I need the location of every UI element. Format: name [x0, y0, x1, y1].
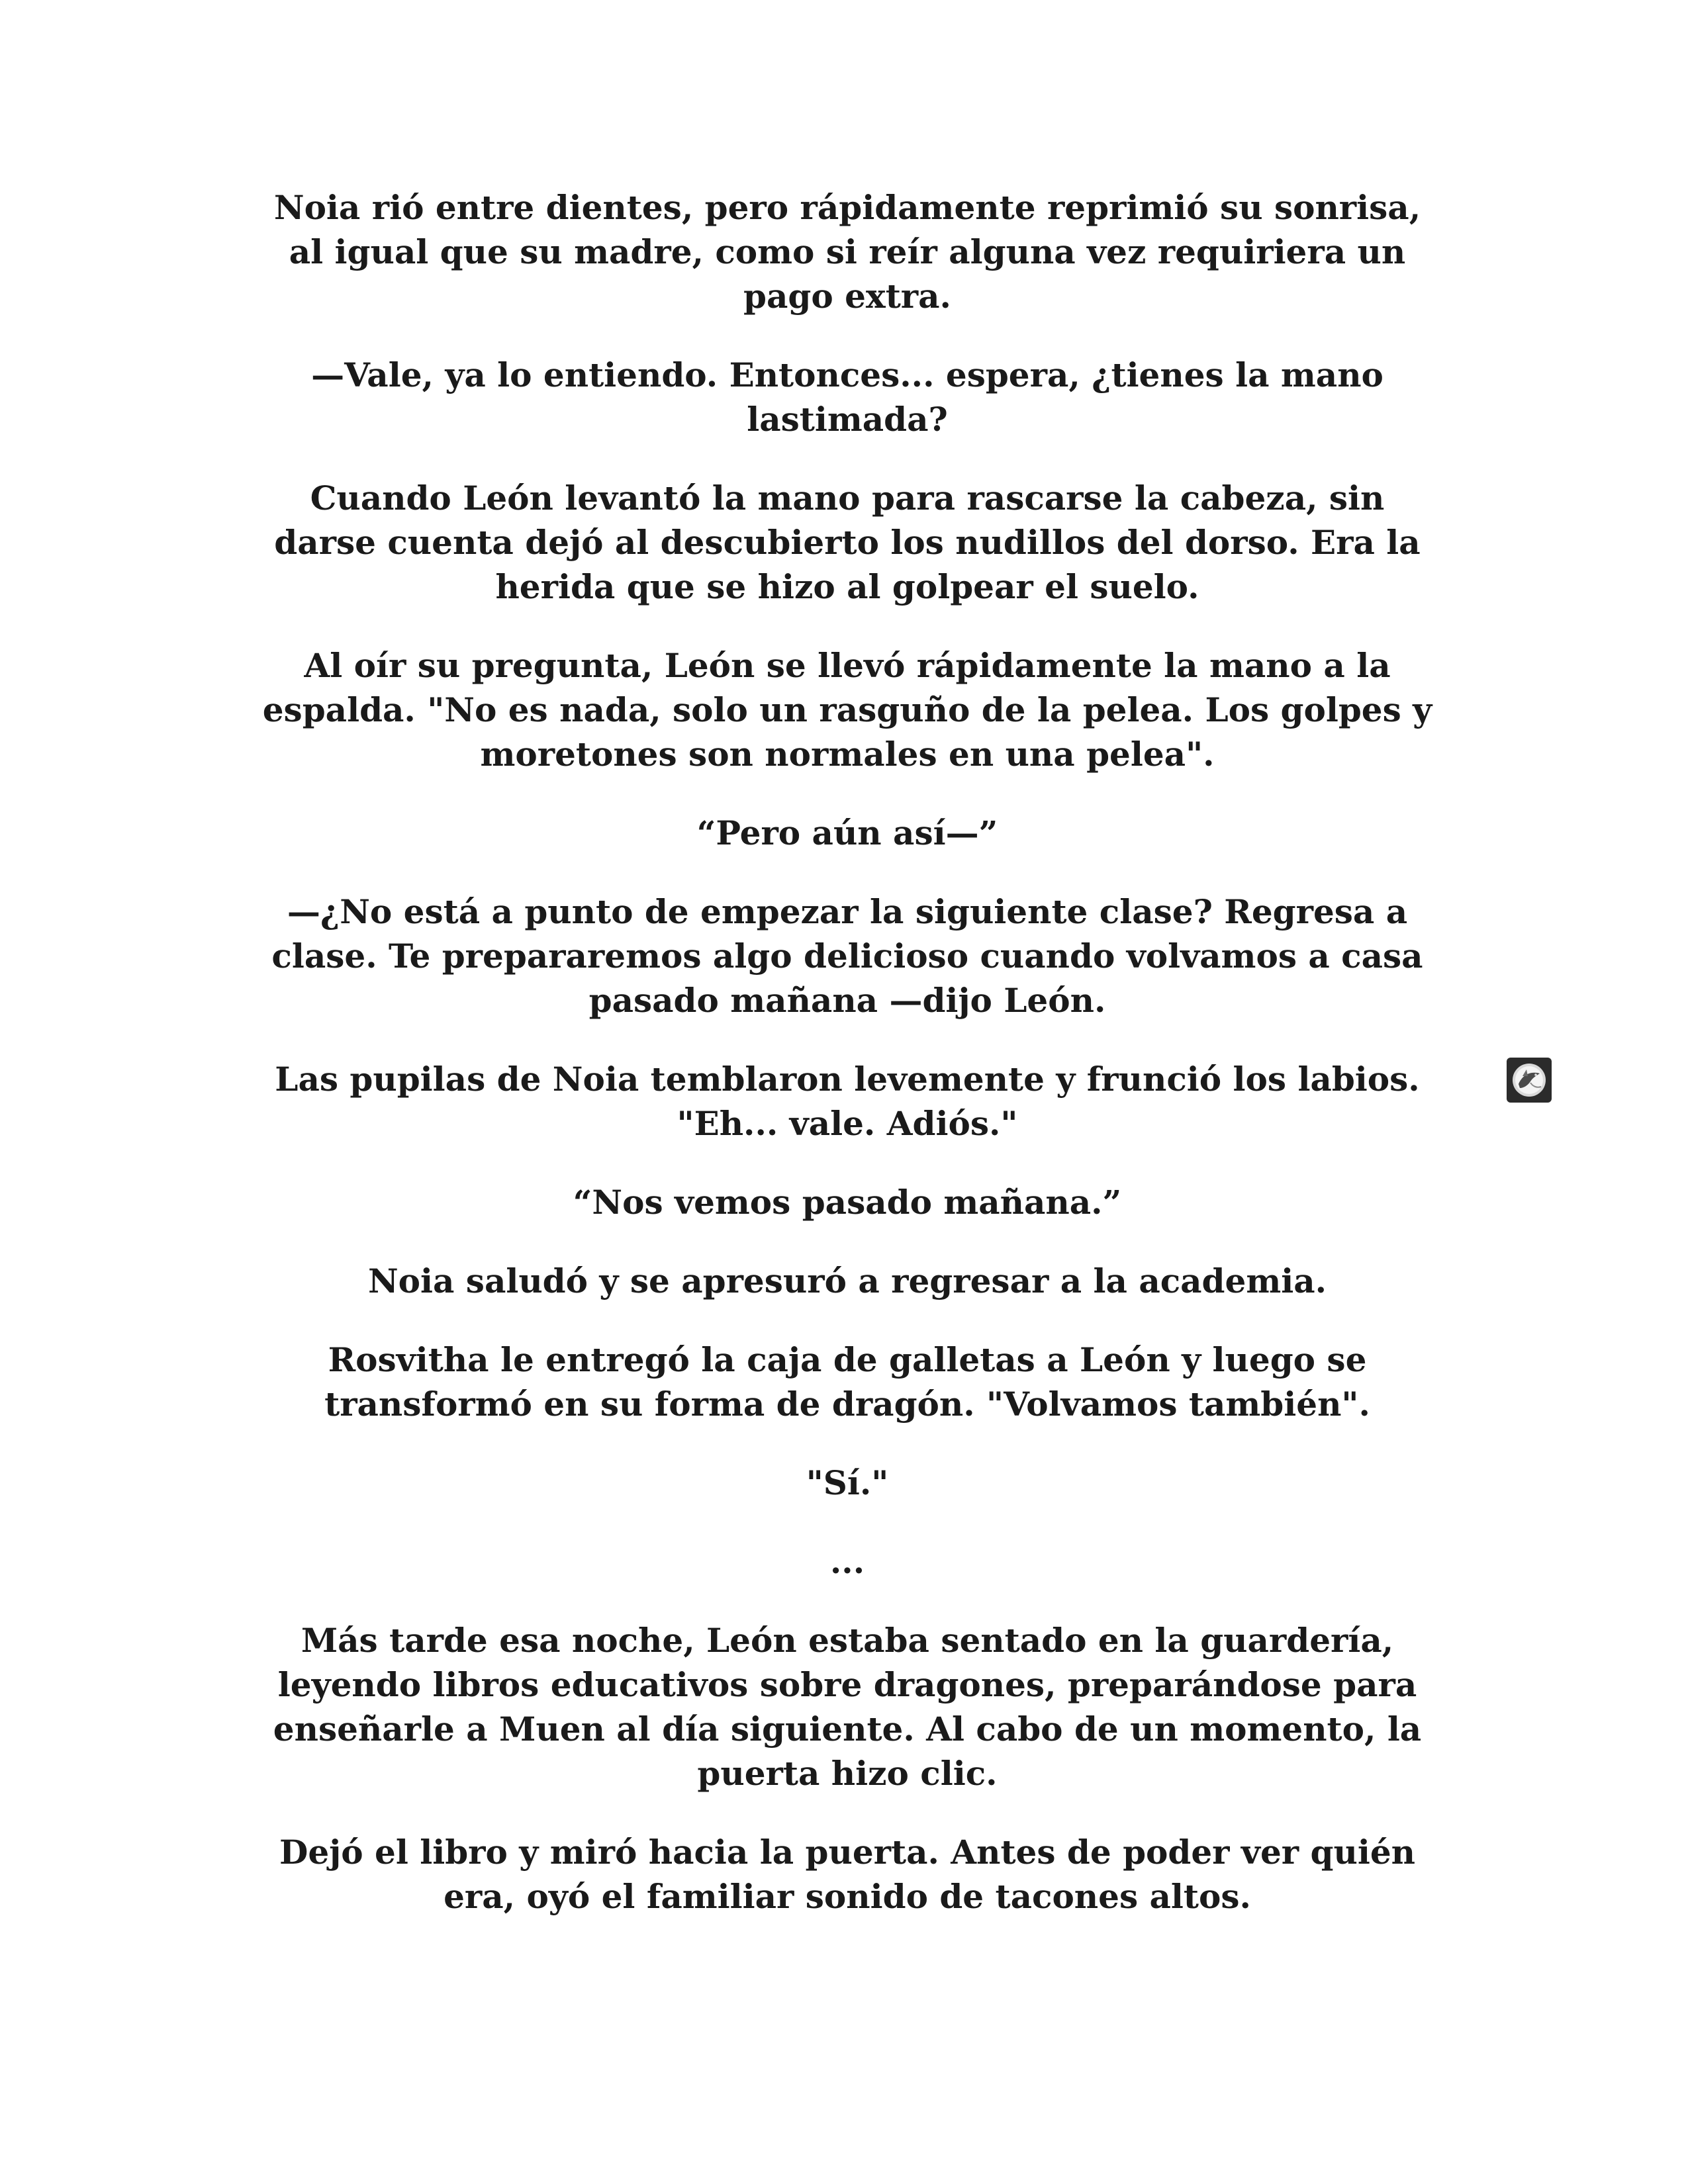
paragraph-4: Al oír su pregunta, León se llevó rápidamente la mano a la espalda. "No es nada, solo un rasguño de la pelea. Los golpes y moretones son normales en una pelea".	[262, 646, 1432, 774]
paragraph-11: "Sí."	[806, 1463, 889, 1502]
paragraph-8: “Nos vemos pasado mañana.”	[573, 1183, 1122, 1222]
paragraph-3: Cuando León levantó la mano para rascarse la cabeza, sin darse cuenta dejó al descubierto los nudillos del dorso. Era la herida que se hizo al golpear el suelo.	[274, 478, 1421, 606]
paragraph-9: Noia saludó y se apresuró a regresar a la academia.	[367, 1261, 1327, 1300]
scene-break: ...	[829, 1542, 865, 1581]
paragraph-6: —¿No está a punto de empezar la siguiente clase? Regresa a clase. Te prepararemos algo delicioso cuando volvamos a casa pasado mañana —dijo León.	[271, 892, 1423, 1020]
paragraph-12: Más tarde esa noche, León estaba sentado en la guardería, leyendo libros educativos sobre dragones, preparándose para enseñarle a Muen al día siguiente. Al cabo de un momento, la puerta hizo clic.	[273, 1621, 1422, 1793]
paragraph-13: Dejó el libro y miró hacia la puerta. Antes de poder ver quién era, oyó el familiar sonido de tacones altos.	[279, 1833, 1415, 1916]
paragraph-2: —Vale, ya lo entiendo. Entonces... espera, ¿tienes la mano lastimada?	[311, 355, 1383, 439]
paragraph-5: “Pero aún así—”	[696, 813, 998, 852]
dragon-emblem-icon[interactable]	[1507, 1058, 1552, 1103]
paragraph-10: Rosvitha le entregó la caja de galletas a León y luego se transformó en su forma de dragón. "Volvamos también".	[324, 1340, 1370, 1424]
document-body	[218, 185, 1476, 1953]
paragraph-7: Las pupilas de Noia temblaron levemente y frunció los labios. "Eh... vale. Adiós."	[275, 1060, 1420, 1143]
dragon-emblem-graphic	[1511, 1062, 1548, 1099]
paragraph-1: Noia rió entre dientes, pero rápidamente reprimió su sonrisa, al igual que su madre, como si reír alguna vez requiriera un pago extra.	[273, 188, 1421, 316]
